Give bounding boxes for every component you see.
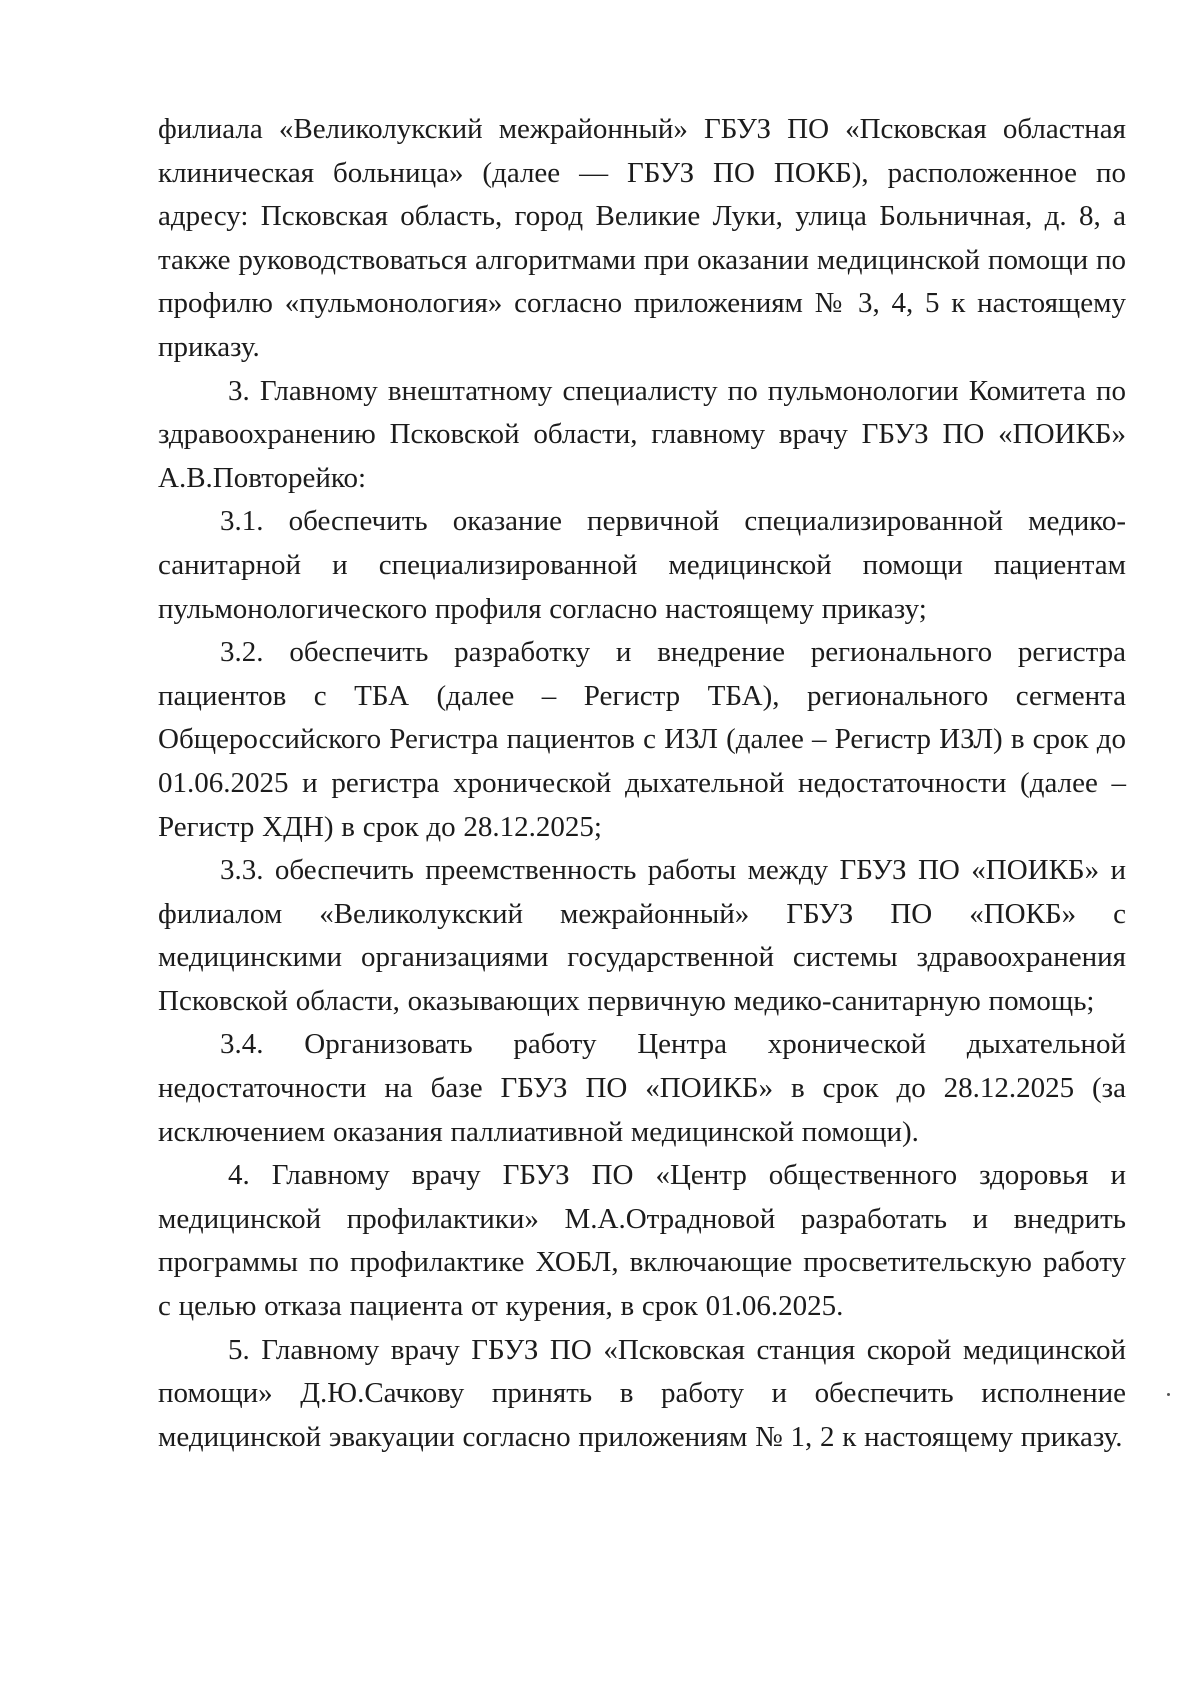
paragraph-item-3-3: 3.3. обеспечить преемственность работы между ГБУЗ ПО «ПОИКБ» и филиалом «Великолукский межрайонный» ГБУЗ ПО «ПОКБ» с медицинскими организациями государственной системы здравоохранения Псковской области, оказывающих первичную медико-санитарную помощь; [158,854,1126,1017]
paragraph-item-3-2: 3.2. обеспечить разработку и внедрение регионального регистра пациентов с ТБА (далее – Регистр ТБА), регионального сегмента Общероссийского Регистра пациентов с ИЗЛ (далее – Регистр ИЗЛ) в срок до 01.06.2025 и регистра хронической дыхательной недостаточности (далее – Регистр ХДН) в срок до 28.12.2025; [158,636,1126,843]
scan-speck [1167,1393,1170,1396]
document-body [158,108,1126,1459]
paragraph-item-5: 5. Главному врачу ГБУЗ ПО «Псковская станция скорой медицинской помощи» Д.Ю.Сачкову принять в работу и обеспечить исполнение медицинской эвакуации согласно приложениям № 1, 2 к настоящему приказу. [158,1333,1126,1453]
paragraph-continuation: филиала «Великолукский межрайонный» ГБУЗ ПО «Псковская областная клиническая больница» (далее — ГБУЗ ПО ПОКБ), расположенное по адресу: Псковская область, город Великие Луки, улица Больничная, д. 8, а также руководствоваться алгоритмами при оказании медицинской помощи по профилю «пульмонология» согласно приложениям № 3, 4, 5 к настоящему приказу. [158,113,1126,363]
paragraph-item-3-4: 3.4. Организовать работу Центра хронической дыхательной недостаточности на базе ГБУЗ ПО «ПОИКБ» в срок до 28.12.2025 (за исключением оказания паллиативной медицинской помощи). [158,1028,1126,1148]
paragraph-item-3-1: 3.1. обеспечить оказание первичной специализированной медико-санитарной и специализированной медицинской помощи пациентам пульмонологического профиля согласно настоящему приказу; [158,505,1126,625]
paragraph-item-4: 4. Главному врачу ГБУЗ ПО «Центр общественного здоровья и медицинской профилактики» М.А.Отрадновой разработать и внедрить программы по профилактике ХОБЛ, включающие просветительскую работу с целью отказа пациента от курения, в срок 01.06.2025. [158,1159,1126,1323]
paragraph-item-3: 3. Главному внештатному специалисту по пульмонологии Комитета по здравоохранению Псковской области, главному врачу ГБУЗ ПО «ПОИКБ» А.В.Повторейко: [158,374,1126,494]
